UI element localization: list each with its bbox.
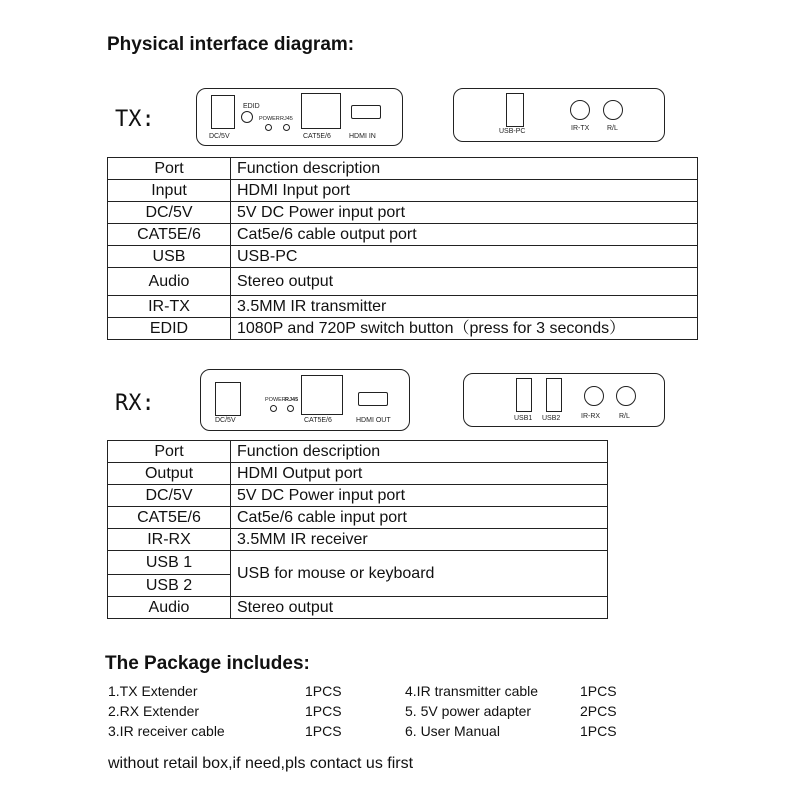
cat5e-label: CAT5E/6: [303, 133, 331, 140]
port-cell: EDID: [108, 318, 231, 340]
package-item-qty: 1PCS: [305, 723, 342, 739]
description-cell: USB-PC: [231, 246, 698, 268]
table-row: [108, 597, 608, 619]
port-cell: IR-TX: [108, 296, 231, 318]
power-led: [270, 405, 277, 412]
description-cell: HDMI Input port: [231, 180, 698, 202]
rx-label: RX:: [115, 391, 155, 416]
table-row: [108, 318, 698, 340]
function-header: Function description: [231, 441, 608, 463]
rj45-label: RJ45: [280, 116, 293, 122]
ir-tx-jack: [570, 100, 590, 120]
cat5e-port: [301, 93, 341, 129]
package-item-name: 4.IR transmitter cable: [405, 683, 539, 699]
port-header: Port: [108, 158, 231, 180]
package-item-name: 5. 5V power adapter: [405, 703, 532, 719]
rl-label: R/L: [607, 125, 618, 132]
table-row: [108, 202, 698, 224]
description-cell: Cat5e/6 cable input port: [231, 507, 608, 529]
description-cell: Stereo output: [231, 268, 698, 296]
rl-jack: [616, 386, 636, 406]
usb2-port: [546, 378, 562, 412]
table-row: [108, 485, 608, 507]
rj45-led: [287, 405, 294, 412]
table-row: [108, 507, 608, 529]
package-note: without retail box,if need,pls contact us first: [108, 755, 414, 772]
table-row: [108, 529, 608, 551]
rj45-label: RJ45: [285, 397, 299, 403]
cat5e-label: CAT5E/6: [304, 417, 332, 424]
usb1-label: USB1: [514, 415, 533, 422]
tx-front-panel: [196, 88, 403, 146]
table-row: [108, 551, 608, 575]
cat5e-port: [301, 375, 343, 415]
tx-port-table: [107, 157, 698, 340]
function-header: Function description: [231, 158, 698, 180]
port-cell: Audio: [108, 597, 231, 619]
port-cell: Output: [108, 463, 231, 485]
ir-rx-label: IR-RX: [581, 413, 601, 420]
power-led: [265, 124, 272, 131]
hdmi-label: HDMI OUT: [356, 417, 391, 424]
description-cell: USB for mouse or keyboard: [231, 551, 608, 597]
tx-back-panel: [453, 88, 665, 142]
table-header-row: [108, 158, 698, 180]
description-cell: 1080P and 720P switch button（press for 3 seconds）: [231, 318, 698, 340]
table-header-row: [108, 441, 608, 463]
package-item-name: 6. User Manual: [405, 723, 500, 739]
rl-label: R/L: [619, 413, 630, 420]
table-row: [108, 463, 608, 485]
package-item-name: 1.TX Extender: [108, 683, 198, 699]
ir-tx-label: IR-TX: [571, 125, 590, 132]
table-row: [108, 246, 698, 268]
usb1-port: [516, 378, 532, 412]
port-cell: USB 2: [108, 575, 231, 597]
description-cell: 3.5MM IR transmitter: [231, 296, 698, 318]
port-cell: USB: [108, 246, 231, 268]
table-row: [108, 268, 698, 296]
port-cell: DC/5V: [108, 202, 231, 224]
edid-button: [241, 111, 253, 123]
description-cell: HDMI Output port: [231, 463, 608, 485]
hdmi-port: [351, 105, 381, 119]
usb-pc-port: [506, 93, 524, 127]
description-cell: 5V DC Power input port: [231, 485, 608, 507]
dc-power-port: [211, 95, 235, 129]
tx-label: TX:: [115, 107, 155, 132]
port-header: Port: [108, 441, 231, 463]
dc-label: DC/5V: [209, 133, 230, 140]
table-row: [108, 224, 698, 246]
port-cell: Audio: [108, 268, 231, 296]
description-cell: 3.5MM IR receiver: [231, 529, 608, 551]
port-cell: CAT5E/6: [108, 507, 231, 529]
rx-port-table: [107, 440, 608, 619]
description-cell: 5V DC Power input port: [231, 202, 698, 224]
usb-pc-label: USB-PC: [499, 128, 526, 135]
package-item-name: 3.IR receiver cable: [108, 723, 225, 739]
rj45-led: [283, 124, 290, 131]
hdmi-label: HDMI IN: [349, 133, 376, 140]
package-item-qty: 1PCS: [580, 683, 617, 699]
hdmi-port: [358, 392, 388, 406]
port-cell: USB 1: [108, 551, 231, 575]
rx-front-panel: [200, 369, 410, 431]
dc-power-port: [215, 382, 241, 416]
package-item-qty: 1PCS: [580, 723, 617, 739]
table-row: [108, 296, 698, 318]
edid-label: EDID: [243, 103, 260, 110]
description-cell: Cat5e/6 cable output port: [231, 224, 698, 246]
table-row: [108, 180, 698, 202]
port-cell: IR-RX: [108, 529, 231, 551]
port-cell: CAT5E/6: [108, 224, 231, 246]
power-label: POWER: [259, 116, 280, 122]
page-title: Physical interface diagram:: [107, 34, 355, 55]
package-item-qty: 1PCS: [305, 683, 342, 699]
port-cell: Input: [108, 180, 231, 202]
ir-rx-jack: [584, 386, 604, 406]
port-cell: DC/5V: [108, 485, 231, 507]
power-label: POWER: [265, 397, 286, 403]
package-title: The Package includes:: [105, 653, 310, 674]
rl-jack: [603, 100, 623, 120]
package-item-qty: 2PCS: [580, 703, 617, 719]
rx-back-panel: [463, 373, 665, 427]
dc-label: DC/5V: [215, 417, 236, 424]
package-item-name: 2.RX Extender: [108, 703, 200, 719]
usb2-label: USB2: [542, 415, 561, 422]
description-cell: Stereo output: [231, 597, 608, 619]
package-item-qty: 1PCS: [305, 703, 342, 719]
